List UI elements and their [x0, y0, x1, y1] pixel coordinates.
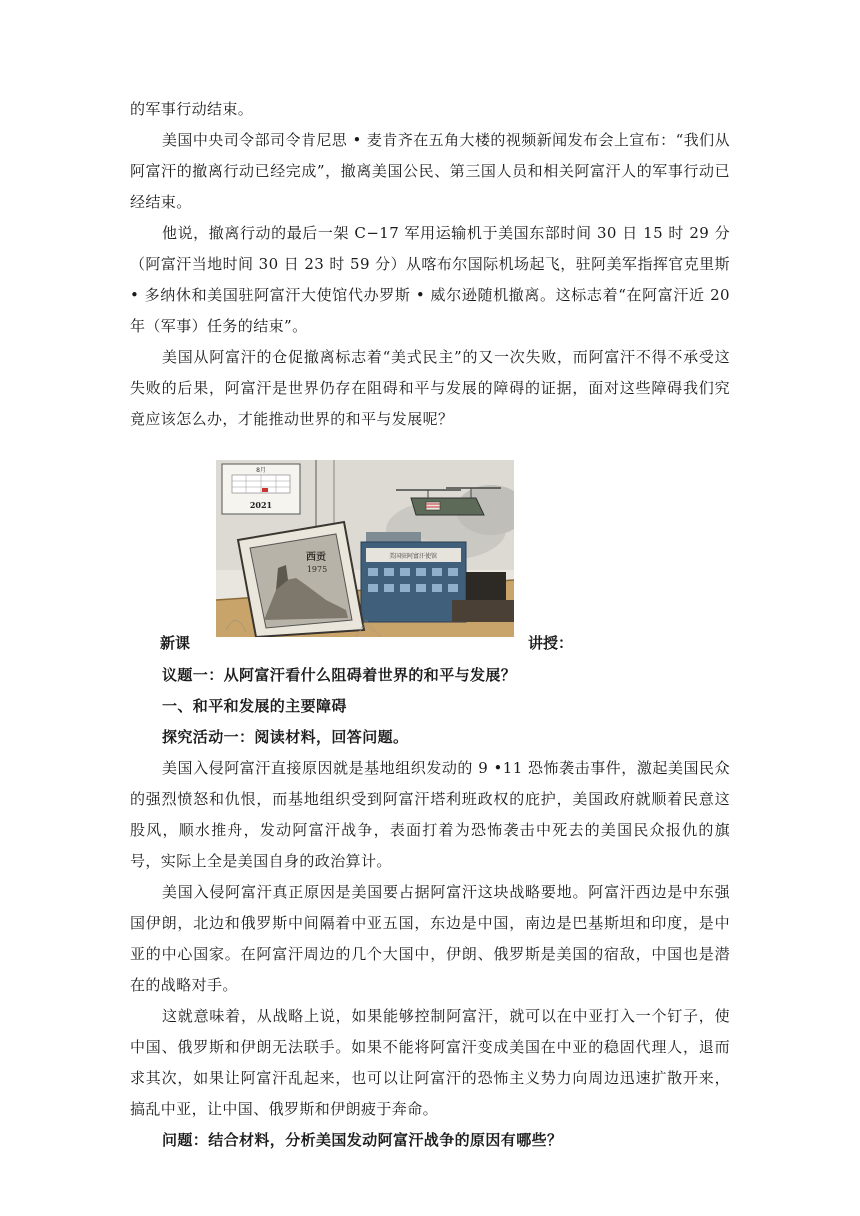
- question: 问题：结合材料，分析美国发动阿富汗战争的原因有哪些？: [162, 1131, 563, 1149]
- paragraph: 美国入侵阿富汗直接原因就是基地组织发动的 9 •11 恐怖袭击事件，激起美国民众的强烈愤怒和仇恨，而基地组织受到阿富汗塔利班政权的庇护，美国政府就顺着民意这股风，顺水推舟，发动阿富汗战争，表面打着为恐怖袭击中死去的美国民众报仇的旗号，实际上全是美国自身的政治算计。: [130, 759, 730, 870]
- text-block-bottom: [130, 660, 730, 1156]
- embassy-sign: 美国驻阿富汗使馆: [388, 553, 438, 560]
- topic-title: 议题一：从阿富汗看什么阻碍着世界的和平与发展？: [162, 666, 517, 684]
- text-block-top: [130, 94, 730, 435]
- section-title: 一、和平和发展的主要障碍: [162, 697, 347, 715]
- activity-title: 探究活动一：阅读材料，回答问题。: [162, 728, 409, 746]
- paragraph: 这就意味着，从战略上说，如果能够控制阿富汗，就可以在中亚打入一个钉子，使中国、俄罗斯和伊朗无法联手。如果不能将阿富汗变成美国在中亚的稳固代理人，退而求其次，如果让阿富汗乱起来，也可以让阿富汗的恐怖主义势力向周边迅速扩散开来，搞乱中亚，让中国、俄罗斯和伊朗疲于奔命。: [130, 1007, 730, 1118]
- paragraph: 的军事行动结束。: [130, 100, 254, 118]
- frame-text-year: 1975: [306, 565, 328, 574]
- cartoon-illustration: [216, 460, 514, 637]
- paragraph: 美国中央司令部司令肯尼思 • 麦肯齐在五角大楼的视频新闻发布会上宣布：“我们从阿富汗的撤离行动已经完成”，撤离美国公民、第三国人员和相关阿富汗人的军事行动已经结束。: [130, 131, 730, 211]
- paragraph: 他说，撤离行动的最后一架 C−17 军用运输机于美国东部时间 30 日 15 时 29 分（阿富汗当地时间 30 日 23 时 59 分）从喀布尔国际机场起飞，驻阿美军指挥官克里斯 • 多纳休和美国驻阿富汗大使馆代办罗斯 • 威尔逊随机撤离。这标志着“在阿富汗近 20 年（军事）任务的结束”。: [130, 224, 730, 335]
- paragraph: 美国从阿富汗的仓促撤离标志着“美式民主”的又一次失败，而阿富汗不得不承受这失败的后果，阿富汗是世界仍存在阻碍和平与发展的障碍的证据，面对这些障碍我们究竟应该怎么办，才能推动世界的和平与发展呢？: [130, 348, 730, 428]
- calendar: [222, 464, 300, 514]
- paragraph: 美国入侵阿富汗真正原因是美国要占据阿富汗这块战略要地。阿富汗西边是中东强国伊朗，北边和俄罗斯中间隔着中亚五国，东边是中国，南边是巴基斯坦和印度，是中亚的中心国家。在阿富汗周边的几个大国中，伊朗、俄罗斯是美国的宿敌，中国也是潜在的战略对手。: [130, 883, 730, 994]
- calendar-year: 2021: [249, 500, 273, 510]
- frame-text-saigon: 西贡: [306, 552, 326, 563]
- figure-row: [130, 460, 730, 660]
- calendar-month: 8月: [256, 467, 266, 474]
- label-new-lesson: 新课: [160, 634, 191, 652]
- label-lecture: 讲授：: [528, 634, 574, 652]
